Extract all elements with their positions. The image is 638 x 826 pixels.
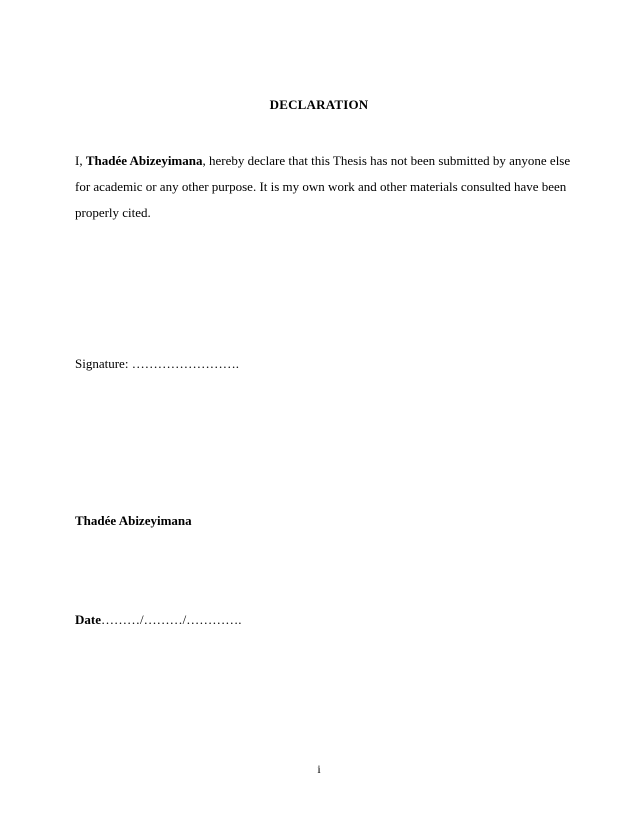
declaration-paragraph [75,148,571,226]
page-title: DECLARATION [269,97,369,112]
date-line [75,612,241,628]
date-dots: ………/………/…………. [101,612,242,627]
declarant-name-inline: Thadée Abizeyimana [85,153,203,168]
paragraph-line-3: properly cited. [75,205,151,220]
page-number: i [317,762,321,776]
signature-line [75,356,239,372]
paragraph-prefix: I, [75,153,86,168]
date-label: Date [75,612,101,627]
signature-dots: ……………………. [131,356,239,371]
declarant-name: Thadée Abizeyimana [75,513,192,528]
paragraph-line-1-text: , hereby declare that this Thesis has not been submitted by anyone else [202,153,571,168]
paragraph-line-1 [75,148,571,174]
paragraph-line-2: for academic or any other purpose. It is my own work and other materials consulted have been [75,179,567,194]
signature-label: Signature: [75,356,132,371]
